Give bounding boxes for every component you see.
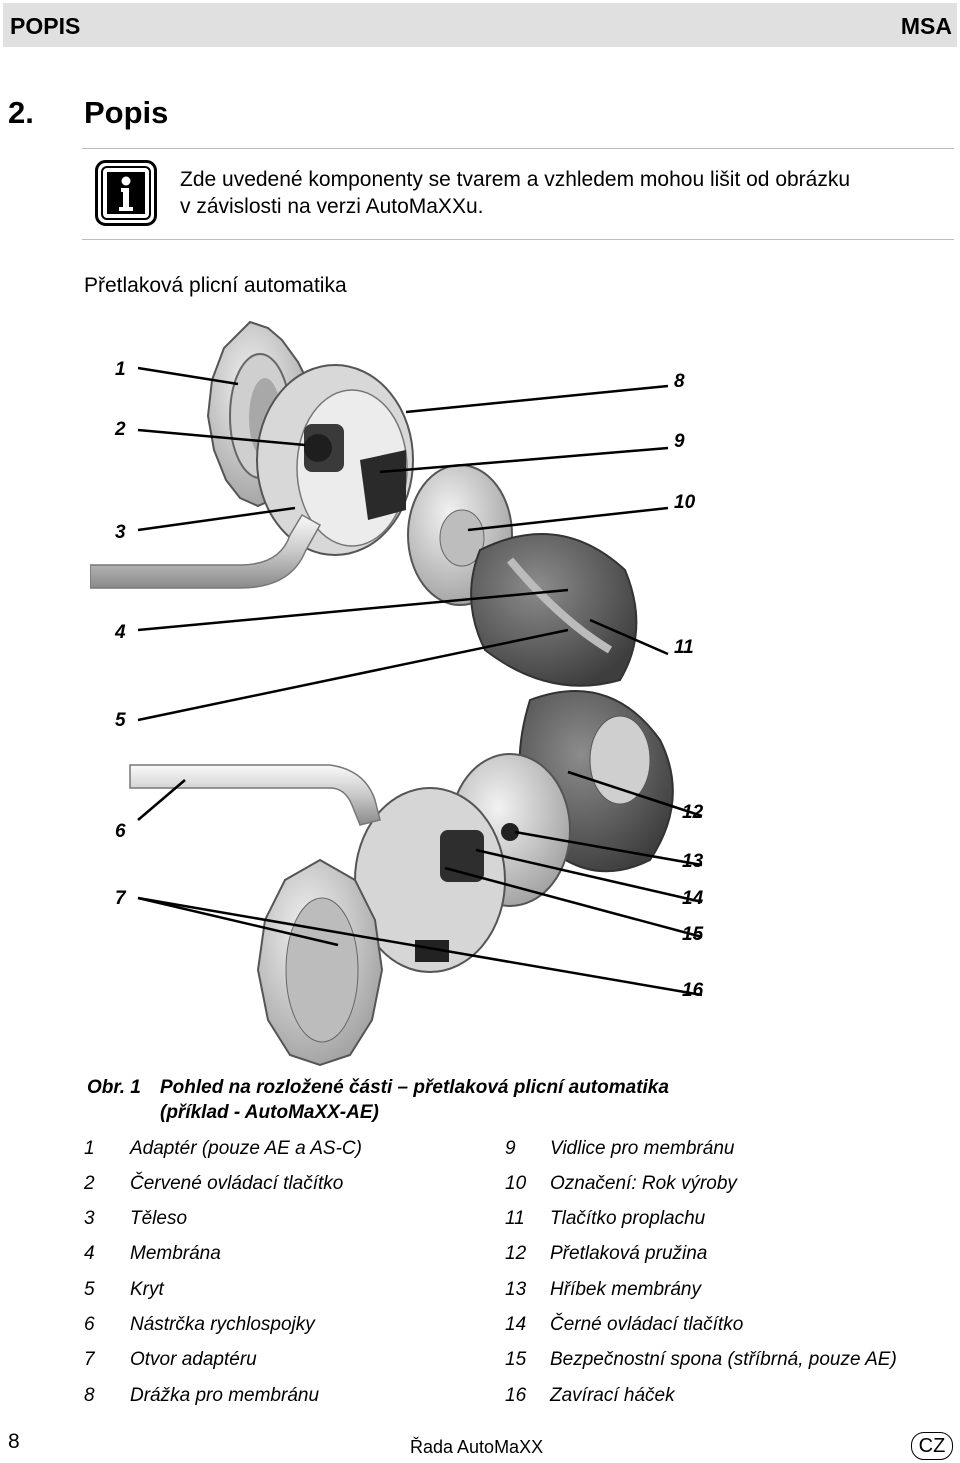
legend-right-num: 11 [505,1208,525,1229]
legend-right-num: 12 [505,1243,527,1264]
callout-16: 16 [682,980,704,1001]
legend-left-num: 5 [84,1279,95,1300]
legend-right-text: Černé ovládací tlačítko [550,1314,744,1335]
country-badge: CZ [911,1432,953,1460]
info-icon [95,160,157,226]
header-section-title: POPIS [10,13,81,39]
caption-line-2: (příklad - AutoMaXX-AE) [160,1102,379,1123]
callout-10: 10 [674,492,696,513]
chapter-title: Popis [84,95,169,130]
legend-left-num: 4 [84,1243,95,1264]
legend-left-num: 2 [84,1173,95,1194]
header-brand: MSA [900,13,952,39]
callout-13: 13 [682,851,704,872]
chapter-number: 2. [8,95,34,130]
legend-left-text: Drážka pro membránu [130,1385,320,1406]
info-note-line-2: v závislosti na verzi AutoMaXXu. [180,195,484,218]
legend-left-text: Adaptér (pouze AE a AS-C) [130,1138,362,1159]
callout-2: 2 [115,419,126,440]
legend-left-num: 6 [84,1314,95,1335]
callout-9: 9 [674,431,685,452]
callout-11: 11 [674,637,694,658]
legend-right-num: 9 [505,1138,516,1159]
callout-4: 4 [115,622,126,643]
legend-left-text: Nástrčka rychlospojky [130,1314,315,1335]
upper-body-housing [257,365,413,555]
legend-left-text: Červené ovládací tlačítko [130,1173,344,1194]
section-subheading: Přetlaková plicní automatika [84,274,347,297]
footer-series: Řada AutoMaXX [410,1437,544,1457]
exploded-view-figure [90,320,810,1070]
legend-right-num: 15 [505,1349,527,1370]
legend-right-text: Hříbek membrány [550,1279,701,1300]
callout-6: 6 [115,821,126,842]
note-bottom-rule [82,239,954,240]
note-top-rule [82,148,954,149]
upper-cover [471,534,636,686]
legend-left-num: 8 [84,1385,95,1406]
legend-right-text: Přetlaková pružina [550,1243,708,1264]
legend-left-num: 3 [84,1208,95,1229]
callout-7: 7 [115,888,126,909]
legend-left-num: 1 [84,1138,95,1159]
callout-3: 3 [115,522,126,543]
legend-left-text: Otvor adaptéru [130,1349,257,1370]
legend-right-num: 10 [505,1173,527,1194]
callout-12: 12 [682,802,704,823]
legend-right-text: Bezpečnostní spona (stříbrná, pouze AE) [550,1349,897,1370]
legend-right-num: 13 [505,1279,527,1300]
info-note [180,166,950,220]
legend-right-text: Zavírací háček [550,1385,675,1406]
callout-14: 14 [682,888,704,909]
legend-left-text: Těleso [130,1208,188,1229]
info-note-line-1: Zde uvedené komponenty se tvarem a vzhledem mohou lišit od obrázku [180,168,851,191]
callout-5: 5 [115,710,126,731]
page-number: 8 [8,1430,20,1453]
callout-1: 1 [115,359,126,380]
legend-right-text: Označení: Rok výroby [550,1173,737,1194]
legend-right-text: Vidlice pro membránu [550,1138,735,1159]
legend-left-num: 7 [84,1349,95,1370]
legend-left-text: Kryt [130,1279,164,1300]
page-header [3,3,957,47]
legend-left-text: Membrána [130,1243,221,1264]
callout-8: 8 [674,371,685,392]
legend-right-num: 16 [505,1385,527,1406]
legend-right-num: 14 [505,1314,527,1335]
caption-label: Obr. 1 [87,1077,141,1098]
callout-15: 15 [682,924,704,945]
caption-line-1: Pohled na rozložené části – přetlaková plicní automatika [160,1077,669,1098]
legend-right-text: Tlačítko proplachu [550,1208,706,1229]
